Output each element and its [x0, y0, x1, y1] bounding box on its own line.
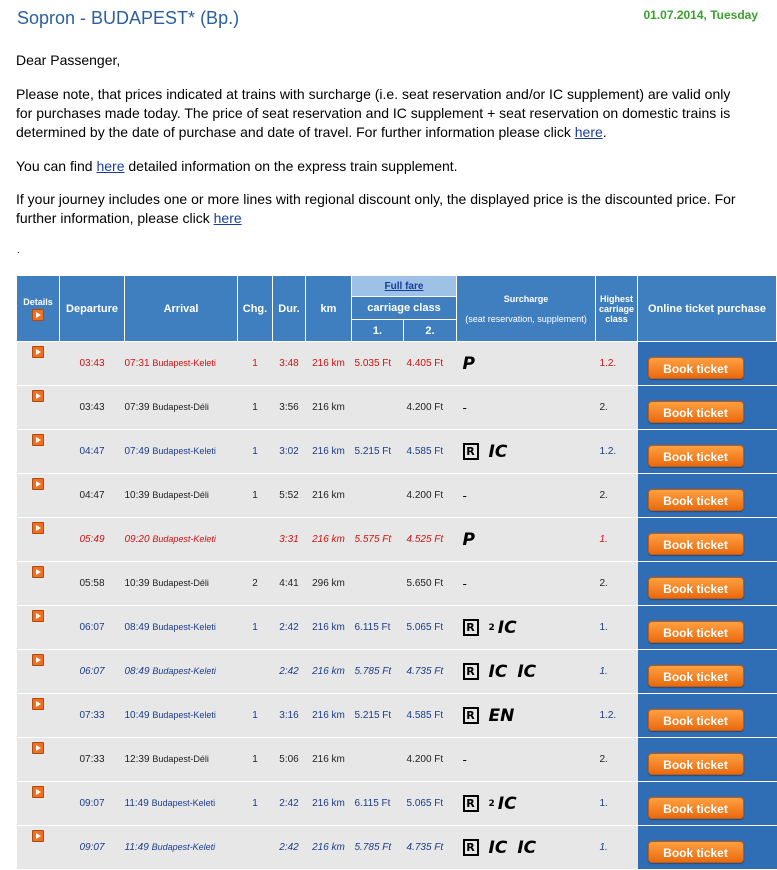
price-class-1	[352, 738, 404, 782]
surcharge-cell	[457, 606, 596, 650]
details-cell	[17, 430, 60, 474]
highest-class: 1.	[596, 782, 638, 826]
surcharge-symbol: IC	[488, 837, 508, 858]
price-class-2: 5.065 Ft	[404, 606, 457, 650]
distance: 216 km	[306, 606, 352, 650]
notice-paragraph-line-3	[16, 123, 607, 142]
price-class-2: 5.065 Ft	[404, 782, 457, 826]
train-row	[17, 606, 777, 650]
surcharge-symbol: IC	[488, 661, 508, 682]
book-cell	[638, 386, 777, 430]
surcharge-cell	[457, 782, 596, 826]
highest-class: 1.	[596, 606, 638, 650]
separator-dot: .	[17, 245, 20, 256]
details-expand-icon[interactable]	[32, 830, 44, 842]
arrival-cell	[125, 694, 238, 738]
surcharge-cell	[457, 650, 596, 694]
changes-count: 1	[238, 782, 273, 826]
highest-class: 2.	[596, 562, 638, 606]
train-row	[17, 650, 777, 694]
duration: 3:02	[273, 430, 306, 474]
departure-time: 03:43	[60, 342, 125, 386]
distance: 216 km	[306, 826, 352, 870]
highest-class: 1.2.	[596, 430, 638, 474]
price-class-2: 4.735 Ft	[404, 650, 457, 694]
surcharge-symbol: IC	[497, 617, 517, 638]
surcharge-cell	[457, 474, 596, 518]
no-surcharge-mark: -	[462, 400, 467, 415]
duration: 5:06	[273, 738, 306, 782]
distance: 216 km	[306, 650, 352, 694]
price-class-2: 4.405 Ft	[404, 342, 457, 386]
arrival-time: 10:39	[124, 578, 150, 589]
departure-time: 06:07	[60, 650, 125, 694]
highest-class: 1.2.	[596, 342, 638, 386]
details-cell	[17, 694, 60, 738]
duration: 3:48	[273, 342, 306, 386]
no-surcharge-mark: -	[462, 576, 467, 591]
highest-class: 1.	[596, 518, 638, 562]
distance: 216 km	[306, 518, 352, 562]
details-expand-icon[interactable]	[32, 742, 44, 754]
distance: 296 km	[306, 562, 352, 606]
highest-class: 1.	[596, 826, 638, 870]
route-title: Sopron - BUDAPEST* (Bp.)	[17, 8, 240, 28]
duration: 2:42	[273, 606, 306, 650]
arrival-time: 07:49	[124, 446, 150, 457]
duration: 4:41	[273, 562, 306, 606]
class-superscript: 2	[488, 799, 495, 810]
book-ticket-button[interactable]: Book ticket	[648, 621, 744, 643]
distance: 216 km	[306, 386, 352, 430]
departure-time: 03:43	[60, 386, 125, 430]
duration: 2:42	[273, 826, 306, 870]
arrival-station: Budapest-Keleti	[152, 666, 216, 676]
arrival-station: Budapest-Keleti	[151, 842, 216, 852]
supplement-paragraph	[16, 157, 458, 176]
changes-count: 1	[238, 386, 273, 430]
price-class-1	[352, 562, 404, 606]
col-changes: Chg.	[238, 276, 273, 342]
duration: 3:56	[273, 386, 306, 430]
arrival-time: 08:49	[124, 666, 150, 677]
book-cell	[638, 606, 777, 650]
train-row	[17, 342, 777, 386]
arrival-time: 11:49	[124, 798, 149, 809]
surcharge-symbol: IC	[517, 837, 537, 858]
col-details	[17, 276, 60, 342]
duration: 3:16	[273, 694, 306, 738]
details-expand-icon[interactable]	[32, 478, 44, 490]
departure-time: 07:33	[60, 738, 125, 782]
arrival-time: 07:39	[124, 402, 150, 413]
train-row	[17, 826, 777, 870]
full-fare-link[interactable]: Full fare	[384, 281, 424, 292]
details-cell	[17, 738, 60, 782]
arrival-time: 10:49	[124, 710, 150, 721]
train-row	[17, 694, 777, 738]
distance: 216 km	[306, 430, 352, 474]
departure-time: 09:07	[60, 782, 125, 826]
changes-count: 1	[238, 342, 273, 386]
surcharge-cell	[457, 430, 596, 474]
duration: 5:52	[273, 474, 306, 518]
book-cell	[638, 430, 777, 474]
details-cell	[17, 606, 60, 650]
arrival-cell	[125, 518, 238, 562]
reservation-icon: R	[463, 839, 479, 856]
book-cell	[638, 694, 777, 738]
col-highest-class: Highest carriage class	[596, 276, 638, 342]
arrival-station: Budapest-Keleti	[152, 446, 216, 456]
book-cell	[638, 826, 777, 870]
col-surcharge-label: Surcharge	[503, 293, 549, 304]
price-class-2: 4.585 Ft	[404, 694, 457, 738]
changes-count: 1	[238, 430, 273, 474]
arrival-time: 08:49	[124, 622, 150, 633]
arrival-cell	[125, 738, 238, 782]
book-ticket-button[interactable]: Book ticket	[648, 533, 744, 555]
details-expand-icon[interactable]	[32, 434, 44, 446]
price-class-1: 5.785 Ft	[352, 650, 404, 694]
col-surcharge-note: (seat reservation, supplement)	[465, 313, 587, 324]
notice-paragraph-line-2: for purchases made today. The price of seat reservation and IC supplement + seat reservation on domestic trains is	[16, 105, 731, 121]
price-class-2: 4.200 Ft	[404, 386, 457, 430]
class-superscript: 2	[488, 623, 495, 634]
departure-time: 07:33	[60, 694, 125, 738]
arrival-station: Budapest-Keleti	[151, 798, 216, 808]
no-surcharge-mark: -	[462, 488, 467, 503]
notice-paragraph-line-1: Please note, that prices indicated at trains with surcharge (i.e. seat reservation and/or IC supplement) are valid only	[16, 86, 731, 102]
price-class-2: 4.525 Ft	[404, 518, 457, 562]
reservation-icon: R	[463, 795, 479, 812]
price-class-1	[352, 474, 404, 518]
reservation-icon: R	[463, 443, 479, 460]
arrival-cell	[125, 474, 238, 518]
train-row	[17, 386, 777, 430]
surcharge-symbol: IC	[497, 793, 517, 814]
col-km: km	[306, 276, 352, 342]
arrival-station: Budapest-Keleti	[152, 622, 216, 632]
duration: 2:42	[273, 782, 306, 826]
distance: 216 km	[306, 694, 352, 738]
book-ticket-button[interactable]: Book ticket	[648, 797, 744, 819]
book-cell	[638, 562, 777, 606]
arrival-cell	[125, 386, 238, 430]
price-class-1	[352, 386, 404, 430]
regional-paragraph-line-2	[16, 209, 242, 228]
book-ticket-button[interactable]: Book ticket	[648, 753, 744, 775]
highest-class: 1.	[596, 650, 638, 694]
book-cell	[638, 782, 777, 826]
surcharge-symbol: P	[462, 353, 475, 374]
supplement-text-end: detailed information on the express train supplement.	[124, 158, 458, 174]
further-info-link[interactable]: here	[574, 124, 603, 140]
arrival-cell	[125, 562, 238, 606]
book-ticket-button[interactable]: Book ticket	[648, 841, 744, 863]
price-class-1: 5.215 Ft	[352, 430, 404, 474]
train-row	[17, 518, 777, 562]
details-expand-icon[interactable]	[32, 698, 44, 710]
col-class-1: 1.	[352, 320, 404, 342]
price-class-1: 6.115 Ft	[352, 782, 404, 826]
arrival-time: 11:49	[124, 842, 149, 853]
details-cell	[17, 474, 60, 518]
arrival-station: Budapest-Déli	[152, 490, 209, 500]
arrival-time: 07:31	[124, 358, 150, 369]
details-cell	[17, 826, 60, 870]
changes-count: 1	[238, 606, 273, 650]
departure-time: 05:49	[60, 518, 125, 562]
arrival-time: 10:39	[124, 490, 150, 501]
col-duration: Dur.	[273, 276, 306, 342]
arrival-station: Budapest-Déli	[152, 754, 209, 764]
arrival-cell	[125, 826, 238, 870]
distance: 216 km	[306, 738, 352, 782]
arrival-station: Budapest-Déli	[152, 402, 209, 412]
details-cell	[17, 562, 60, 606]
supplement-text-start: You can find	[16, 158, 97, 174]
book-cell	[638, 650, 777, 694]
arrival-station: Budapest-Keleti	[152, 710, 216, 720]
book-ticket-button[interactable]: Book ticket	[648, 709, 744, 731]
price-class-2: 4.200 Ft	[404, 474, 457, 518]
train-row	[17, 738, 777, 782]
price-class-1: 5.785 Ft	[352, 826, 404, 870]
highest-class: 2.	[596, 474, 638, 518]
price-class-1: 5.575 Ft	[352, 518, 404, 562]
changes-count: 1	[238, 474, 273, 518]
details-expand-icon[interactable]	[32, 610, 44, 622]
train-row	[17, 562, 777, 606]
reservation-icon: R	[463, 663, 479, 680]
details-toggle-icon[interactable]	[32, 309, 44, 321]
greeting: Dear Passenger,	[16, 52, 121, 68]
reservation-icon: R	[463, 707, 479, 724]
arrival-station: Budapest-Keleti	[152, 358, 216, 368]
supplement-info-link[interactable]: here	[96, 158, 125, 174]
distance: 216 km	[306, 782, 352, 826]
price-class-1: 5.215 Ft	[352, 694, 404, 738]
book-ticket-button[interactable]: Book ticket	[648, 445, 744, 467]
col-online-purchase: Online ticket purchase	[638, 276, 777, 342]
col-details-label: Details	[23, 296, 53, 307]
distance: 216 km	[306, 342, 352, 386]
price-class-2: 5.650 Ft	[404, 562, 457, 606]
details-cell	[17, 518, 60, 562]
price-class-2: 4.585 Ft	[404, 430, 457, 474]
notice-text: determined by the date of purchase and date of travel. For further information please click	[16, 124, 575, 140]
details-cell	[17, 386, 60, 430]
book-cell	[638, 738, 777, 782]
changes-count: 1	[238, 694, 273, 738]
book-ticket-button[interactable]: Book ticket	[648, 577, 744, 599]
book-ticket-button[interactable]: Book ticket	[648, 357, 744, 379]
col-carriage-class: carriage class	[352, 297, 457, 320]
arrival-station: Budapest-Keleti	[152, 534, 216, 544]
surcharge-cell	[457, 738, 596, 782]
details-cell	[17, 782, 60, 826]
duration: 2:42	[273, 650, 306, 694]
price-class-2: 4.200 Ft	[404, 738, 457, 782]
regional-text: further information, please click	[16, 210, 214, 226]
details-expand-icon[interactable]	[32, 566, 44, 578]
changes-count: 2	[238, 562, 273, 606]
arrival-cell	[125, 606, 238, 650]
book-cell	[638, 342, 777, 386]
arrival-time: 09:20	[124, 534, 150, 545]
changes-count	[238, 518, 273, 562]
train-row	[17, 782, 777, 826]
surcharge-symbol: P	[462, 529, 475, 550]
arrival-cell	[125, 650, 238, 694]
col-departure: Departure	[60, 276, 125, 342]
details-expand-icon[interactable]	[32, 346, 44, 358]
col-class-2: 2.	[404, 320, 457, 342]
duration: 3:31	[273, 518, 306, 562]
changes-count: 1	[238, 738, 273, 782]
price-class-1: 6.115 Ft	[352, 606, 404, 650]
col-arrival: Arrival	[125, 276, 238, 342]
travel-date: 01.07.2014, Tuesday	[643, 8, 758, 22]
details-expand-icon[interactable]	[32, 786, 44, 798]
train-row	[17, 430, 777, 474]
surcharge-cell	[457, 694, 596, 738]
arrival-station: Budapest-Déli	[152, 578, 209, 588]
surcharge-symbol: IC	[517, 661, 537, 682]
price-class-2: 4.735 Ft	[404, 826, 457, 870]
reservation-icon: R	[463, 619, 479, 636]
no-surcharge-mark: -	[462, 752, 467, 767]
details-expand-icon[interactable]	[32, 390, 44, 402]
departure-time: 04:47	[60, 474, 125, 518]
notice-period: .	[602, 124, 607, 140]
col-full-fare	[352, 276, 457, 297]
surcharge-cell	[457, 562, 596, 606]
surcharge-cell	[457, 342, 596, 386]
col-surcharge	[457, 276, 596, 342]
book-ticket-button[interactable]: Book ticket	[648, 489, 744, 511]
highest-class: 1.2.	[596, 694, 638, 738]
departure-time: 06:07	[60, 606, 125, 650]
book-cell	[638, 474, 777, 518]
departure-time: 05:58	[60, 562, 125, 606]
details-expand-icon[interactable]	[32, 654, 44, 666]
surcharge-cell	[457, 386, 596, 430]
surcharge-symbol: EN	[488, 705, 515, 726]
book-ticket-button[interactable]: Book ticket	[648, 665, 744, 687]
surcharge-symbol: IC	[488, 441, 508, 462]
arrival-cell	[125, 430, 238, 474]
book-ticket-button[interactable]: Book ticket	[648, 401, 744, 423]
departure-time: 04:47	[60, 430, 125, 474]
surcharge-cell	[457, 826, 596, 870]
timetable	[16, 275, 777, 870]
departure-time: 09:07	[60, 826, 125, 870]
details-cell	[17, 342, 60, 386]
arrival-cell	[125, 342, 238, 386]
highest-class: 2.	[596, 386, 638, 430]
details-expand-icon[interactable]	[32, 522, 44, 534]
distance: 216 km	[306, 474, 352, 518]
arrival-time: 12:39	[124, 754, 150, 765]
price-class-1: 5.035 Ft	[352, 342, 404, 386]
changes-count	[238, 826, 273, 870]
book-cell	[638, 518, 777, 562]
details-cell	[17, 650, 60, 694]
train-row	[17, 474, 777, 518]
regional-paragraph-line-1: If your journey includes one or more lines with regional discount only, the displayed price is the discounted price. For	[16, 191, 736, 207]
regional-info-link[interactable]: here	[213, 210, 242, 226]
highest-class: 2.	[596, 738, 638, 782]
arrival-cell	[125, 782, 238, 826]
surcharge-cell	[457, 518, 596, 562]
changes-count	[238, 650, 273, 694]
